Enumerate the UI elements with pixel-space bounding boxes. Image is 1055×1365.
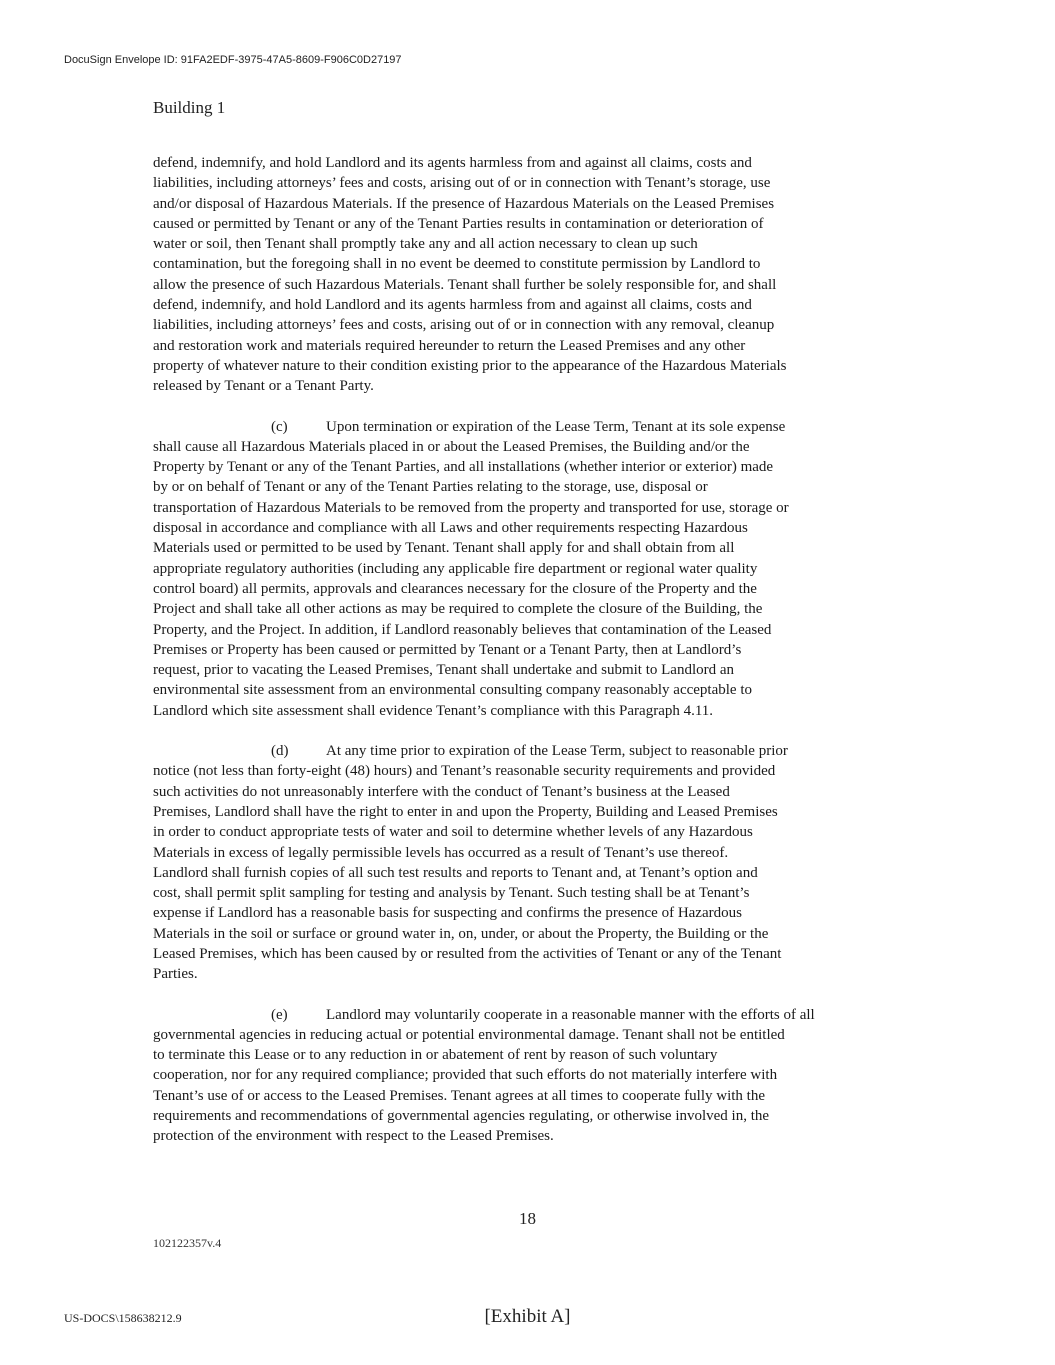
paragraph-c [153, 417, 903, 721]
paragraph-line: Materials used or permitted to be used by Tenant. Tenant shall apply for and shall obtain from all [153, 540, 735, 557]
paragraph-line: shall cause all Hazardous Materials placed in or about the Leased Premises, the Building and/or the [153, 438, 750, 455]
paragraph-line: water or soil, then Tenant shall promptly take any and all action necessary to clean up such [153, 236, 698, 253]
paragraph-line: Tenant’s use of or access to the Leased Premises. Tenant agrees at all times to cooperate fully with the [153, 1087, 766, 1104]
paragraph-line: Premises, Landlord shall have the right to enter in and upon the Property, Building and Leased Premises [153, 803, 778, 820]
paragraph-line: environmental site assessment from an environmental consulting company reasonably acceptable to [153, 682, 752, 699]
paragraph-first-line [153, 1005, 903, 1025]
exhibit-label: [Exhibit A] [484, 1306, 571, 1327]
paragraph-first-line [153, 741, 903, 761]
document-body [153, 153, 903, 1167]
paragraph-line: cost, shall permit split sampling for testing and analysis by Tenant. Such testing shall be at Tenant’s [153, 885, 750, 902]
paragraph-line: Parties. [153, 966, 198, 983]
paragraph-line: Landlord which site assessment shall evidence Tenant’s compliance with this Paragraph 4.11. [153, 702, 714, 719]
paragraph-e [153, 1005, 903, 1147]
paragraph-line: and restoration work and materials required hereunder to return the Leased Premises and any other [153, 337, 746, 354]
paragraph-line: in order to conduct appropriate tests of water and soil to determine whether levels of any Hazardous [153, 824, 753, 841]
paragraph-line: caused or permitted by Tenant or any of the Tenant Parties results in contamination or deterioration of [153, 215, 764, 232]
paragraph-line: by or on behalf of Tenant or any of the Tenant Parties relating to the storage, use, disposal or [153, 479, 708, 496]
docusign-envelope-id: DocuSign Envelope ID: 91FA2EDF-3975-47A5-8609-F906C0D27197 [64, 54, 402, 66]
paragraph-label: (d) [271, 743, 289, 760]
paragraph-label: (c) [271, 418, 288, 435]
paragraph-first-text: Landlord may voluntarily cooperate in a reasonable manner with the efforts of all [326, 1006, 815, 1023]
paragraph-first-text: At any time prior to expiration of the Lease Term, subject to reasonable prior [326, 743, 788, 760]
paragraph-line: defend, indemnify, and hold Landlord and its agents harmless from and against all claims, costs and [153, 155, 752, 171]
paragraph-line: disposal in accordance and compliance with all Laws and other requirements respecting Hazardous [153, 520, 748, 537]
paragraph-line: transportation of Hazardous Materials to be removed from the property and transported for use, storage or [153, 499, 789, 516]
paragraph-line: requirements and recommendations of governmental agencies regulating, or otherwise involved in, the [153, 1108, 770, 1125]
paragraph-line: request, prior to vacating the Leased Premises, Tenant shall undertake and submit to Landlord an [153, 662, 735, 679]
paragraph-line: appropriate regulatory authorities (including any applicable fire department or regional water quality [153, 560, 758, 577]
paragraph-line: Materials in excess of legally permissible levels has occurred as a result of Tenant’s use thereof. [153, 844, 729, 861]
paragraph-line: property of whatever nature to their condition existing prior to the appearance of the Hazardous Materials [153, 357, 787, 374]
paragraph-d [153, 741, 903, 985]
paragraph-line: Property by Tenant or any of the Tenant Parties, and all installations (whether interior or exterior) made [153, 459, 774, 476]
paragraph-line: expense if Landlord has a reasonable basis for suspecting and confirms the presence of Hazardous [153, 905, 742, 922]
paragraph-line: liabilities, including attorneys’ fees and costs, arising out of or in connection with any removal, cleanup [153, 317, 775, 334]
paragraph-line: such activities do not unreasonably interfere with the conduct of Tenant’s business at the Leased [153, 783, 730, 800]
paragraph-line: allow the presence of such Hazardous Materials. Tenant shall further be solely responsible for, and shall [153, 276, 777, 293]
paragraph-line: contamination, but the foregoing shall in no event be deemed to constitute permission by Landlord to [153, 256, 761, 273]
paragraph-first-text: Upon termination or expiration of the Lease Term, Tenant at its sole expense [326, 418, 786, 435]
paragraph-line: governmental agencies in reducing actual or potential environmental damage. Tenant shall not be entitled [153, 1026, 785, 1043]
page-number: 18 [519, 1209, 536, 1228]
building-heading: Building 1 [153, 98, 226, 117]
paragraph-line: defend, indemnify, and hold Landlord and its agents harmless from and against all claims, costs and [153, 297, 752, 314]
paragraph-line: notice (not less than forty-eight (48) hours) and Tenant’s reasonable security requirements and provided [153, 763, 776, 780]
paragraph-line: to terminate this Lease or to any reduction in or abatement of rent by reason of such voluntary [153, 1047, 718, 1064]
paragraph-line: Leased Premises, which has been caused by or resulted from the activities of Tenant or any of the Tenant [153, 945, 782, 962]
document-version: 102122357v.4 [153, 1236, 222, 1250]
paragraph-line: released by Tenant or a Tenant Party. [153, 378, 374, 395]
paragraph-first-line [153, 417, 903, 437]
paragraph-line: Property, and the Project. In addition, if Landlord reasonably believes that contamination of the Leased [153, 621, 772, 638]
paragraph-line: and/or disposal of Hazardous Materials. If the presence of Hazardous Materials on the Leased Premises [153, 195, 775, 212]
paragraph-line: control board) all permits, approvals and clearances necessary for the closure of the Property and the [153, 580, 757, 597]
paragraph-line: cooperation, nor for any required compliance; provided that such efforts do not materially interfere with [153, 1067, 778, 1084]
paragraph-line: Premises or Property has been caused or permitted by Tenant or a Tenant Party, then at Landlord’s [153, 641, 742, 658]
us-docs-id: US-DOCS\158638212.9 [64, 1311, 182, 1325]
paragraph-continued [153, 153, 903, 397]
paragraph-label: (e) [271, 1006, 288, 1023]
paragraph-line: liabilities, including attorneys’ fees and costs, arising out of or in connection with Tenant’s storage, use [153, 175, 771, 192]
paragraph-line: Project and shall take all other actions as may be required to complete the closure of the Building, the [153, 601, 763, 618]
paragraph-line: protection of the environment with respect to the Leased Premises. [153, 1128, 554, 1145]
paragraph-line: Materials in the soil or surface or ground water in, on, under, or about the Property, the Building or the [153, 925, 769, 942]
paragraph-line: Landlord shall furnish copies of all such test results and reports to Tenant and, at Tenant’s option and [153, 864, 758, 881]
